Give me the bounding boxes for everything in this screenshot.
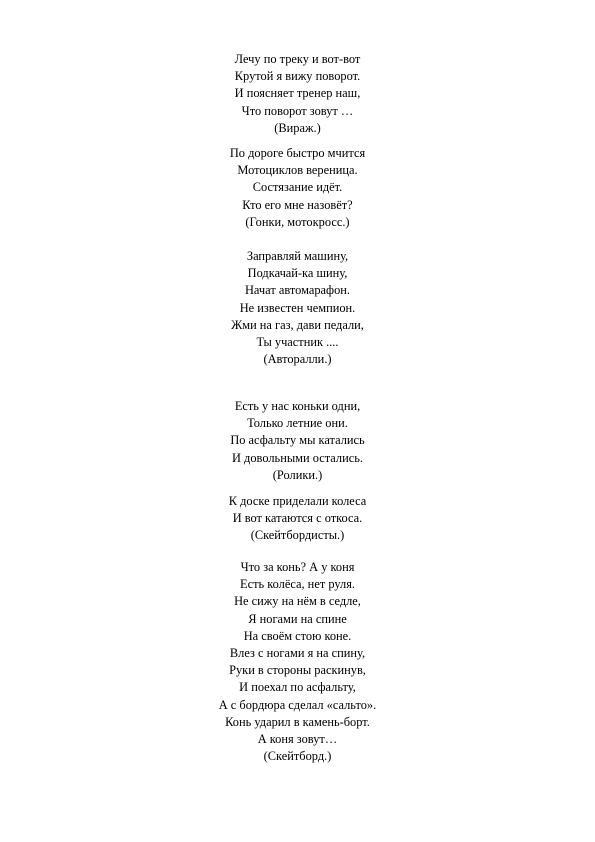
riddle-line: Не известен чемпион. [239, 300, 356, 315]
riddle-line: Состязание идёт. [252, 180, 343, 195]
riddle-line: Есть колёса, нет руля. [240, 577, 355, 592]
riddle-line: Только летние они. [247, 416, 348, 431]
riddle-line: Что поворот зовут … [241, 103, 354, 118]
riddle-line: По дороге быстро мчится [229, 146, 366, 160]
riddle-line: Лечу по треку и вот-вот [234, 52, 361, 66]
riddle-answer: (Скейтборд.) [263, 749, 332, 764]
riddle-line: А коня зовут… [257, 731, 338, 746]
riddle-line: Кто его мне назовёт? [242, 197, 353, 212]
riddle-line: Жми на газ, дави педали, [231, 317, 364, 332]
riddle-line: Не сижу на нём в седле, [234, 594, 361, 609]
riddle-line: И поясняет тренер наш, [234, 86, 361, 101]
riddle-answer: (Скейтбордисты.) [250, 528, 345, 543]
riddle-line: Есть у нас коньки одни, [234, 399, 361, 413]
riddle-6 [0, 559, 595, 765]
riddle-line: Ты участник .... [256, 334, 339, 349]
riddle-answer: (Гонки, мотокросс.) [245, 214, 350, 229]
riddle-answer: (Автоpалли.) [263, 352, 332, 367]
riddle-line: Что за конь? А у коня [240, 560, 355, 574]
riddle-line: Влез с ногами я на спину, [229, 645, 366, 660]
riddle-3 [0, 248, 595, 368]
riddle-line: И поехал по асфальту, [239, 680, 356, 695]
riddle-line: Конь ударил в камень-борт. [225, 714, 370, 729]
riddle-2 [0, 145, 595, 231]
riddle-line: Крутой я вижу поворот. [234, 69, 361, 84]
riddle-1 [0, 51, 595, 137]
riddle-4 [0, 398, 595, 484]
riddle-line: Заправляй машину, [246, 249, 349, 263]
riddle-5 [0, 493, 595, 545]
riddle-line: Подкачай-ка шину, [247, 266, 348, 281]
riddle-line: Мотоциклов вереница. [237, 163, 358, 178]
riddle-line: На своём стою коне. [243, 628, 352, 643]
riddle-line: И вот катаются с откоса. [232, 511, 363, 526]
riddle-answer: (Вираж.) [274, 120, 321, 135]
riddle-line: И довольными остались. [232, 450, 363, 465]
riddle-line: А с бордюра сделал «сальто». [218, 697, 377, 712]
riddle-answer: (Ролики.) [272, 467, 323, 482]
riddle-line: К доске приделали колеса [228, 494, 367, 508]
riddle-line: По асфальту мы катались [230, 433, 365, 448]
riddle-line: Руки в стороны раскинув, [229, 663, 366, 678]
riddle-line: Я ногами на спине [248, 611, 347, 626]
riddle-line: Начат автомарафон. [244, 283, 351, 298]
